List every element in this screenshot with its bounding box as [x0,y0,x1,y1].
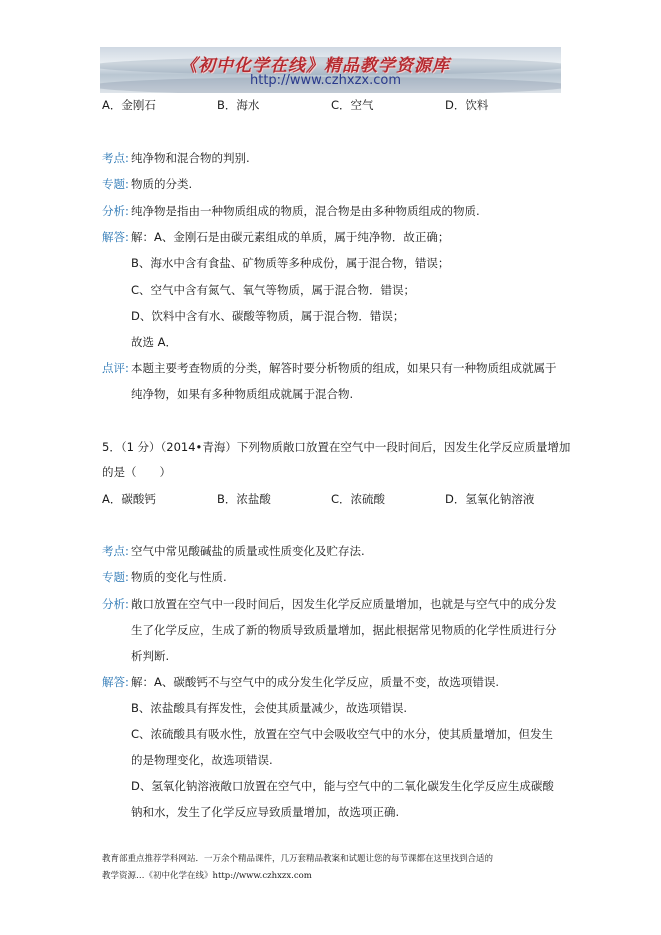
q4-jieda-line: 故选 A． [131,335,178,349]
q4-jieda-line: D、饮料中含有水、碳酸等物质，属于混合物．错误； [131,309,405,323]
q4-option-a: A．金刚石 [102,98,156,112]
q5-jieda-line: 的是物理变化，故选项错误. [131,753,273,767]
q4-jieda-line: 解：A、金刚石是由碳元素组成的单质，属于纯净物．故正确； [131,230,450,244]
q4-dianping-line: 纯净物，如果有多种物质组成就属于混合物. [131,387,354,401]
q5-option-b: B．浓盐酸 [217,492,271,506]
footer-line: 教育部重点推荐学科网站．一万余个精品课件，几万套精品教案和试题让您的每节课都在这里找到合适的 [102,854,494,864]
q5-jieda-line: B、浓盐酸具有挥发性，会使其质量减少，故选项错误. [131,701,408,715]
banner-url[interactable]: http://www.czhxzx.com [250,73,401,88]
q5-option-c: C．浓硫酸 [331,492,386,506]
q4-kaodian-text: 纯净物和混合物的判别. [131,151,250,165]
q4-jieda-label: 解答: [102,230,129,244]
q5-stem-line: 的是（ ） [102,465,171,479]
q5-fenxi-label: 分析: [102,597,129,611]
q5-zhuanti-text: 物质的变化与性质. [131,570,227,584]
banner-title: 《初中化学在线》精品教学资源库 [180,56,450,76]
q4-option-d: D．饮料 [445,98,489,112]
footer-line: 教学资源…《初中化学在线》http://www.czhxzx.com [102,871,312,881]
header-banner [100,47,561,93]
q4-dianping-line: 本题主要考查物质的分类，解答时要分析物质的组成，如果只有一种物质组成就属于 [131,361,557,375]
q5-fenxi-line: 生了化学反应，生成了新的物质导致质量增加，据此根据常见物质的化学性质进行分 [131,623,557,637]
q5-jieda-line: 钠和水，发生了化学反应导致质量增加，故选项正确. [131,805,400,819]
q4-option-b: B．海水 [217,98,260,112]
q4-fenxi-label: 分析: [102,204,129,218]
q5-zhuanti-label: 专题: [102,570,129,584]
q5-jieda-line: C、浓硫酸具有吸水性，放置在空气中会吸收空气中的水分，使其质量增加，但发生 [131,727,554,741]
q5-jieda-label: 解答: [102,675,129,689]
q4-jieda-line: B、海水中含有食盐、矿物质等多种成份，属于混合物，错误； [131,256,450,270]
q5-fenxi-line: 敞口放置在空气中一段时间后，因发生化学反应质量增加，也就是与空气中的成分发 [131,597,557,611]
q5-kaodian-label: 考点: [102,544,129,558]
q4-zhuanti-label: 专题: [102,177,129,191]
q5-jieda-line: D、氢氧化钠溶液敞口放置在空气中，能与空气中的二氧化碳发生化学反应生成碳酸 [131,779,554,793]
q5-stem-line: 5．（1 分）（2014•青海）下列物质敞口放置在空气中一段时间后，因发生化学反应质量增加 [102,440,571,454]
q4-zhuanti-text: 物质的分类. [131,177,193,191]
q5-option-a: A．碳酸钙 [102,492,156,506]
q4-jieda-line: C、空气中含有氮气、氧气等物质，属于混合物．错误； [131,283,416,297]
q4-kaodian-label: 考点: [102,151,129,165]
q5-fenxi-line: 析判断. [131,649,170,663]
q4-dianping-label: 点评: [102,361,129,375]
q5-jieda-line: 解：A、碳酸钙不与空气中的成分发生化学反应，质量不变，故选项错误. [131,675,500,689]
q5-option-d: D．氢氧化钠溶液 [445,492,535,506]
q5-kaodian-text: 空气中常见酸碱盐的质量或性质变化及贮存法. [131,544,365,558]
q4-fenxi-text: 纯净物是指由一种物质组成的物质，混合物是由多种物质组成的物质. [131,204,480,218]
q4-option-c: C．空气 [331,98,374,112]
